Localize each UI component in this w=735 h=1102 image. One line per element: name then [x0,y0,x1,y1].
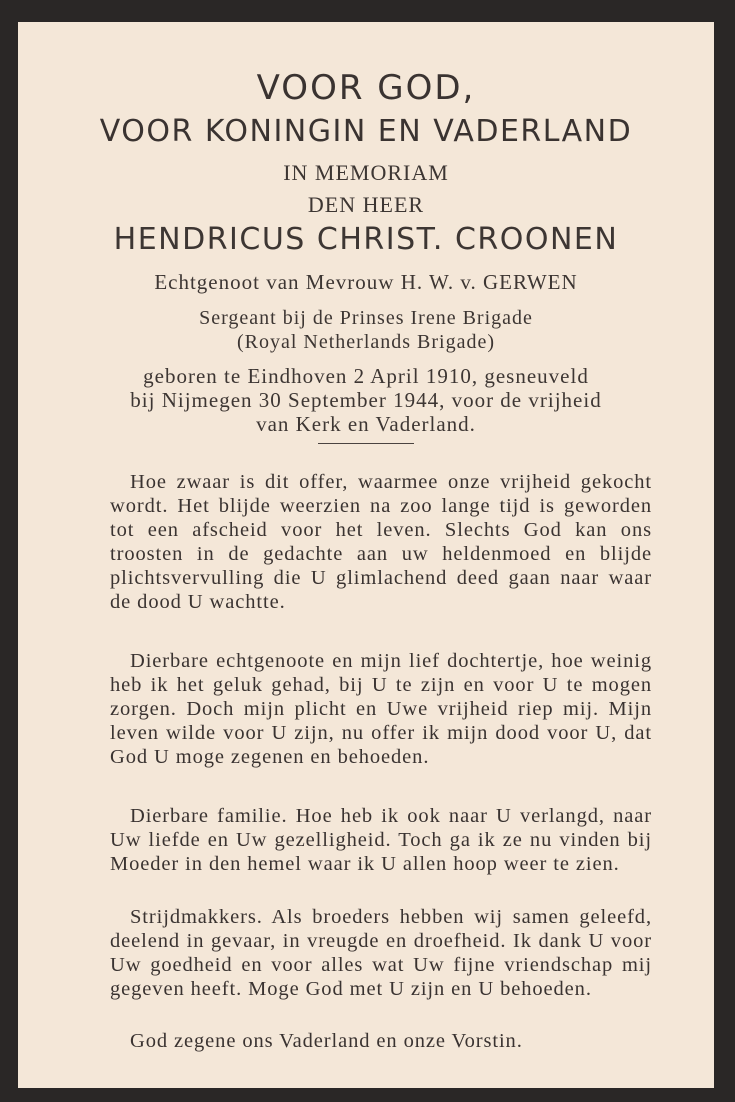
paragraph-5 [110,1029,652,1053]
deceased-name: HENDRICUS CHRIST. CROONEN [113,222,619,257]
memorial-card [18,22,714,1088]
rank-line-2: (Royal Netherlands Brigade) [236,331,496,353]
motto-line-1: VOOR GOD, [256,68,476,108]
birth-death-line-1: geboren te Eindhoven 2 April 1910, gesneuveld [143,364,589,388]
paragraph-3 [110,804,652,876]
birth-death-line-2: bij Nijmegen 30 September 1944, voor de vrijheid [130,388,602,412]
spouse-line: Echtgenoot van Mevrouw H. W. v. GERWEN [154,270,578,294]
motto-line-2: VOOR KONINGIN EN VADERLAND [99,114,633,149]
paragraph-2 [110,649,652,769]
paragraph-text: God zegene ons Vaderland en onze Vorstin. [130,1030,523,1052]
in-memoriam-heading: IN MEMORIAM [283,160,449,185]
den-heer-heading: DEN HEER [307,192,425,217]
rank-line-1: Sergeant bij de Prinses Irene Brigade [199,307,533,329]
paragraph-text: Dierbare familie. Hoe heb ik ook naar U verlangd, naar Uw liefde en Uw gezelligheid. Toch ga ik ze nu vinden bij Moeder in den hemel waar ik U allen hoop weer te zien. [110,805,652,875]
birth-death-line-3: van Kerk en Vaderland. [256,412,476,436]
paragraph-text: Dierbare echtgenoote en mijn lief dochtertje, hoe weinig heb ik het geluk gehad, bij U te zijn en voor U te mogen zorgen. Doch mijn plicht en Uwe vrijheid riep mij. Mijn leven wilde voor U zijn, nu offer ik mijn dood voor U, dat God U moge zegenen en behoeden. [110,650,652,768]
paragraph-text: Hoe zwaar is dit offer, waarmee onze vrijheid gekocht wordt. Het blijde weerzien na zoo lange tijd is geworden tot een afscheid voor het leven. Slechts God kan ons troosten in de gedachte aan uw heldenmoed en blijde plichtsvervulling die U glimlachend deed gaan naar waar de dood U wachtte. [110,471,652,613]
paragraph-4 [110,905,652,1001]
paragraph-1 [110,470,652,614]
paragraph-text: Strijdmakkers. Als broeders hebben wij samen geleefd, deelend in gevaar, in vreugde en droefheid. Ik dank U voor Uw goedheid en voor alles wat Uw fijne vriendschap mij gegeven heeft. Moge God met U zijn en U behoeden. [110,906,652,1000]
divider-rule [318,443,414,444]
